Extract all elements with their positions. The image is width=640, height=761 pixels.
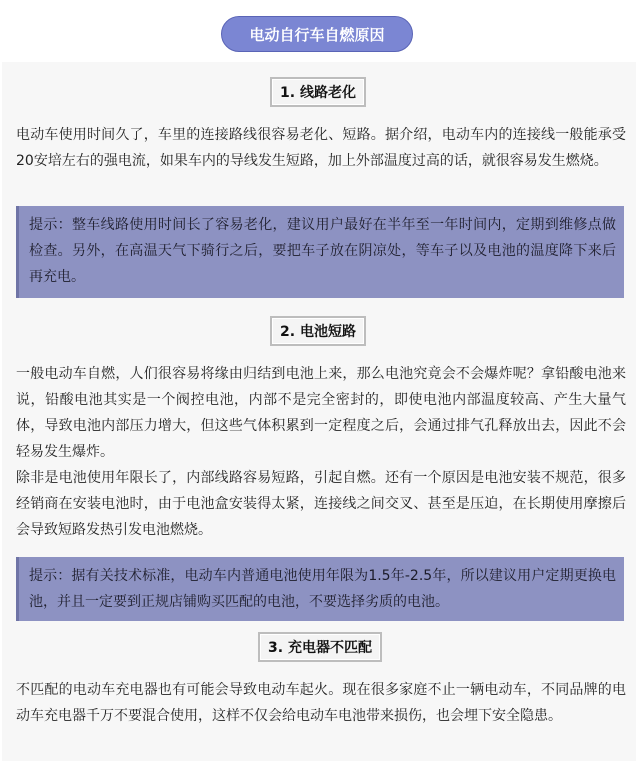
article-title: 电动自行车自燃原因 <box>221 16 413 52</box>
section-paragraph: 不匹配的电动车充电器也有可能会导致电动车起火。现在很多家庭不止一辆电动车，不同品牌的电动车充电器千万不要混合使用，这样不仅会给电动车电池带来损伤，也会埋下安全隐患。 <box>16 682 626 724</box>
section-heading-battery-short: 2. 电池短路 <box>270 316 366 346</box>
tip-box: 提示：整车线路使用时间长了容易老化，建议用户最好在半年至一年时间内，定期到维修点做检查。另外，在高温天气下骑行之后，要把车子放在阴凉处，等车子以及电池的温度降下来后再充电。 <box>16 206 624 298</box>
tip-box: 提示：据有关技术标准，电动车内普通电池使用年限为1.5年-2.5年，所以建议用户定期更换电池，并且一定要到正规店铺购买匹配的电池，不要选择劣质的电池。 <box>16 557 624 621</box>
section-heading-charger-mismatch: 3. 充电器不匹配 <box>258 632 382 662</box>
section-paragraph: 电动车使用时间久了，车里的连接路线很容易老化、短路。据介绍，电动车内的连接线一般能承受20安培左右的强电流，如果车内的导线发生短路，加上外部温度过高的话，就很容易发生燃烧。 <box>16 127 626 169</box>
section-paragraph: 除非是电池使用年限长了，内部线路容易短路，引起自燃。还有一个原因是电池安装不规范，很多经销商在安装电池时，由于电池盒安装得太紧，连接线之间交叉、甚至是压迫，在长期使用摩擦后会导致短路发热引发电池燃烧。 <box>16 470 626 538</box>
section-paragraph: 一般电动车自燃，人们很容易将缘由归结到电池上来，那么电池究竟会不会爆炸呢？拿铅酸电池来说，铅酸电池其实是一个阀控电池，内部不是完全密封的，即使电池内部温度较高、产生大量气体，导致电池内部压力增大，但这些气体积累到一定程度之后，会通过排气孔释放出去，因此不会轻易发生爆炸。 <box>16 366 626 460</box>
section-heading-wiring-aging: 1. 线路老化 <box>270 77 366 107</box>
